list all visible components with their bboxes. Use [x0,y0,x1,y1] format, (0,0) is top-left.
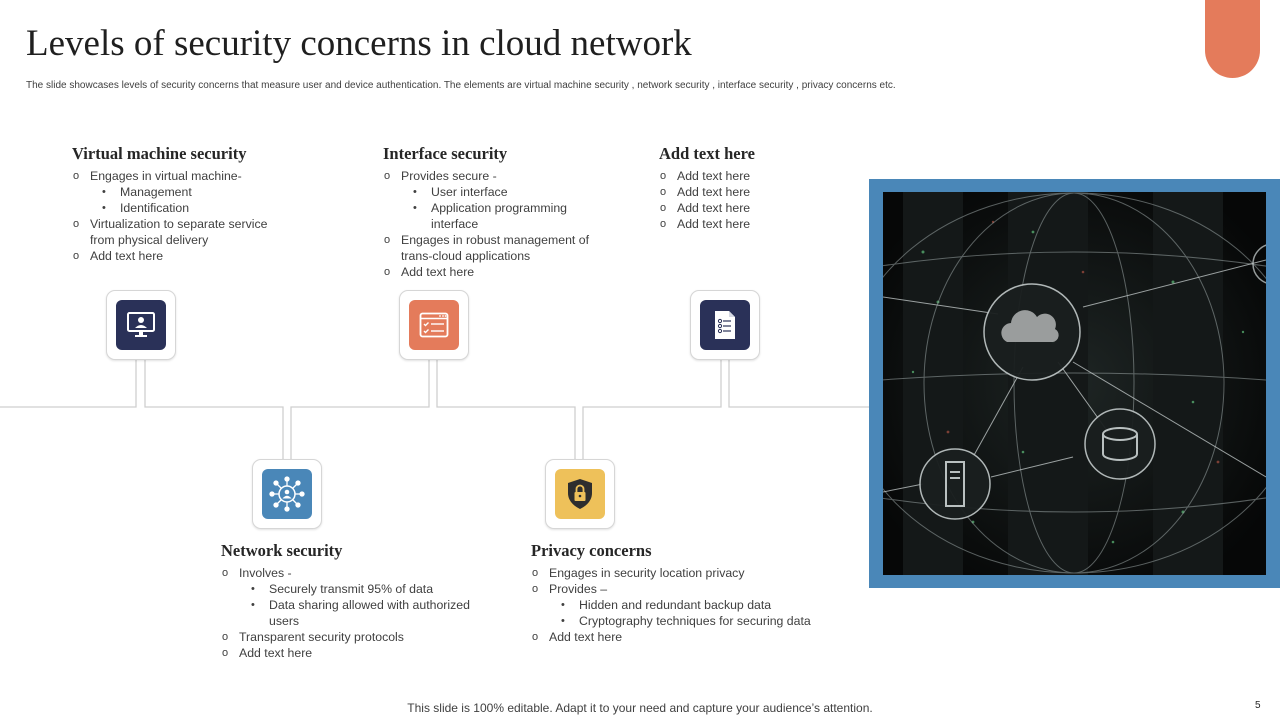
sub-bullet-item: • Management [72,184,302,200]
slide-subtitle: The slide showcases levels of security concerns that measure user and device authentication. The elements are virtual machine security , network security , interface security , privacy concerns etc. [26,80,896,91]
bullet-item: o Add text here [531,629,851,645]
privacy-concerns-block [531,541,851,645]
sub-bullet-item: • Securely transmit 95% of data [221,581,521,597]
bullet-item: o Virtualization to separate service [72,216,302,232]
interface-icon-frame [399,290,469,360]
network-icon-frame [252,459,322,529]
bullet-item: o Add text here [221,645,521,661]
footer-note: This slide is 100% editable. Adapt it to your need and capture your audience’s attention. [407,701,873,715]
privacy-icon-frame [545,459,615,529]
sub-bullet-item: • Hidden and redundant backup data [531,597,851,613]
addtext-heading: Add text here [659,144,755,163]
bullet-item: o Add text here [72,248,302,264]
bullet-item: o Involves - [221,565,521,581]
network-security-block [221,541,521,661]
slide-title: Levels of security concerns in cloud network [26,23,692,64]
bullet-item: o Add text here [659,216,839,232]
sub-bullet-continuation: users [269,614,300,628]
photo-frame [869,179,1280,588]
sub-bullet-continuation: interface [431,217,479,231]
vm-icon-frame [106,290,176,360]
document-checklist-icon [700,300,750,350]
shield-lock-icon [555,469,605,519]
bullet-item: o Transparent security protocols [221,629,521,645]
cloud-network-photo [883,192,1266,575]
addtext-icon-frame [690,290,760,360]
browser-checklist-icon [409,300,459,350]
connector-line [729,360,869,407]
sub-bullet-item: • User interface [383,184,623,200]
bullet-item: o Engages in virtual machine- [72,168,302,184]
sub-bullet-item: • Identification [72,200,302,216]
bullet-item: o Provides – [531,581,851,597]
monitor-user-icon [116,300,166,350]
page-number: 5 [1255,700,1261,711]
sub-bullet-item: • Application programming [383,200,623,216]
vm-security-heading: Virtual machine security [72,144,247,163]
network-hub-icon [262,469,312,519]
interface-security-heading: Interface security [383,144,508,163]
connector-line [145,360,283,460]
connector-line [0,360,136,407]
bullet-item: o Add text here [659,184,839,200]
bullet-item: o Provides secure - [383,168,623,184]
bullet-item-continuation: trans-cloud applications [401,249,531,263]
privacy-concerns-heading: Privacy concerns [531,541,652,560]
bullet-item: o Add text here [383,264,623,280]
bullet-item: o Add text here [659,200,839,216]
addtext-block [659,144,839,232]
connector-line [291,360,429,460]
vm-security-block [72,144,302,264]
bullet-item: o Add text here [659,168,839,184]
bullet-item: o Engages in robust management of [383,232,623,248]
bullet-item: o Engages in security location privacy [531,565,851,581]
sub-bullet-item: • Data sharing allowed with authorized [221,597,521,613]
interface-security-block [383,144,623,280]
sub-bullet-item: • Cryptography techniques for securing data [531,613,851,629]
connector-line [437,360,575,460]
network-security-heading: Network security [221,541,343,560]
connector-line [583,360,721,460]
bullet-item-continuation: from physical delivery [90,233,209,247]
